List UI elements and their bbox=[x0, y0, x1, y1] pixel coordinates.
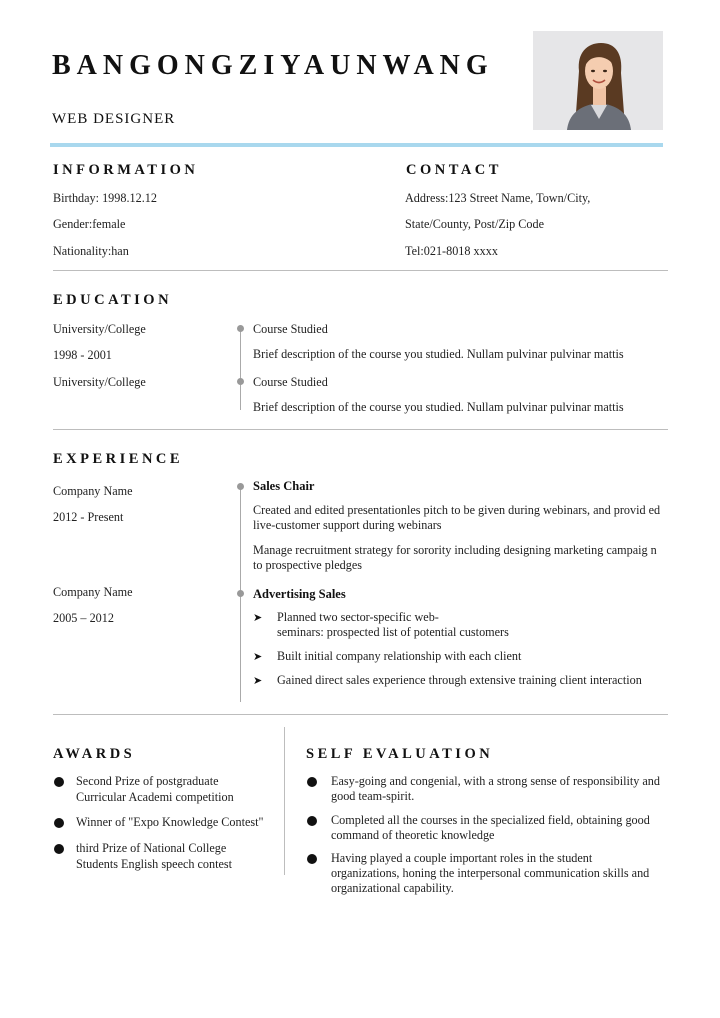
section-divider bbox=[53, 270, 668, 271]
job-duty-continued: seminars: prospected list of potential customers bbox=[277, 625, 509, 639]
evaluation-item: Completed all the courses in the specialized field, obtaining good bbox=[331, 813, 650, 827]
evaluation-item-continued: command of theoretic knowledge bbox=[331, 828, 495, 842]
address-line-1: Address:123 Street Name, Town/City, bbox=[405, 191, 591, 205]
education-description: Brief description of the course you studied. Nullam pulvinar pulvinar mattis bbox=[253, 400, 624, 414]
education-period: 1998 - 2001 bbox=[53, 348, 112, 362]
bullet-icon bbox=[307, 854, 317, 864]
education-school: University/College bbox=[53, 322, 146, 336]
address-line-2: State/County, Post/Zip Code bbox=[405, 217, 545, 231]
section-divider bbox=[53, 429, 668, 430]
education-timeline bbox=[240, 326, 241, 410]
job-title-advertising-sales: Advertising Sales bbox=[253, 587, 352, 602]
job-duties: Created and edited presentationles pitch to be given during webinars, and provid ed live-customer support during webinars Manage recruitment strategy for sorority including designing marketing campaig n to prospective pledges bbox=[253, 503, 661, 572]
header-divider bbox=[50, 143, 663, 147]
arrow-bullet-icon: ➤ bbox=[253, 612, 263, 624]
evaluation-item: Having played a couple important roles in the student bbox=[331, 851, 593, 865]
nationality: Nationality:han bbox=[53, 244, 129, 258]
contact-heading: CONTACT bbox=[406, 162, 502, 178]
job-duty: Planned two sector-specific web- bbox=[277, 610, 439, 624]
experience-company: Company Name bbox=[53, 585, 133, 599]
job-title-sales-chair: Sales Chair bbox=[253, 479, 315, 493]
evaluation-item-continued: organizational capability. bbox=[331, 881, 454, 895]
timeline-dot bbox=[237, 378, 244, 385]
information-heading: INFORMATION bbox=[53, 162, 199, 178]
bullet-icon bbox=[307, 777, 317, 787]
bullet-icon bbox=[307, 816, 317, 826]
award-item: third Prize of National College bbox=[76, 841, 227, 855]
evaluation-item-continued: organizations, honing the interpersonal communication skills and bbox=[331, 866, 650, 880]
section-divider bbox=[53, 714, 668, 715]
bullet-icon bbox=[54, 818, 64, 828]
candidate-name: BANGONGZIYAUNWANG bbox=[52, 50, 494, 81]
bullet-icon bbox=[54, 844, 64, 854]
award-item-continued: Students English speech contest bbox=[76, 857, 233, 871]
award-item: Winner of "Expo Knowledge Contest" bbox=[76, 815, 264, 829]
timeline-dot bbox=[237, 325, 244, 332]
award-item: Second Prize of postgraduate bbox=[76, 774, 219, 788]
job-duty: Built initial company relationship with each client bbox=[277, 649, 522, 663]
awards-heading: AWARDS bbox=[53, 746, 136, 762]
education-description: Brief description of the course you studied. Nullam pulvinar pulvinar mattis bbox=[253, 347, 624, 361]
award-item-continued: Curricular Academi competition bbox=[76, 790, 234, 804]
arrow-bullet-icon: ➤ bbox=[253, 675, 263, 687]
education-course: Course Studied bbox=[253, 322, 328, 336]
arrow-bullet-icon: ➤ bbox=[253, 651, 263, 663]
experience-period: 2012 - Present bbox=[53, 510, 124, 524]
evaluation-item: Easy-going and congenial, with a strong sense of responsibility and bbox=[331, 774, 660, 788]
self-evaluation-heading: SELF EVALUATION bbox=[306, 746, 494, 762]
timeline-dot bbox=[237, 483, 244, 490]
experience-period: 2005 – 2012 bbox=[53, 611, 114, 625]
evaluation-item-continued: good team-spirit. bbox=[331, 789, 415, 803]
birthday: Birthday: 1998.12.12 bbox=[53, 191, 157, 205]
education-school: University/College bbox=[53, 375, 146, 389]
column-divider bbox=[284, 727, 285, 875]
experience-company: Company Name bbox=[53, 484, 133, 498]
profile-photo bbox=[533, 31, 663, 130]
job-title: WEB DESIGNER bbox=[52, 111, 176, 127]
timeline-dot bbox=[237, 590, 244, 597]
gender: Gender:female bbox=[53, 217, 126, 231]
education-course: Course Studied bbox=[253, 375, 328, 389]
job-duty: Gained direct sales experience through extensive training client interaction bbox=[277, 673, 642, 687]
bullet-icon bbox=[54, 777, 64, 787]
telephone: Tel:021-8018 xxxx bbox=[405, 244, 498, 258]
experience-heading: EXPERIENCE bbox=[53, 451, 184, 467]
education-heading: EDUCATION bbox=[53, 292, 173, 308]
